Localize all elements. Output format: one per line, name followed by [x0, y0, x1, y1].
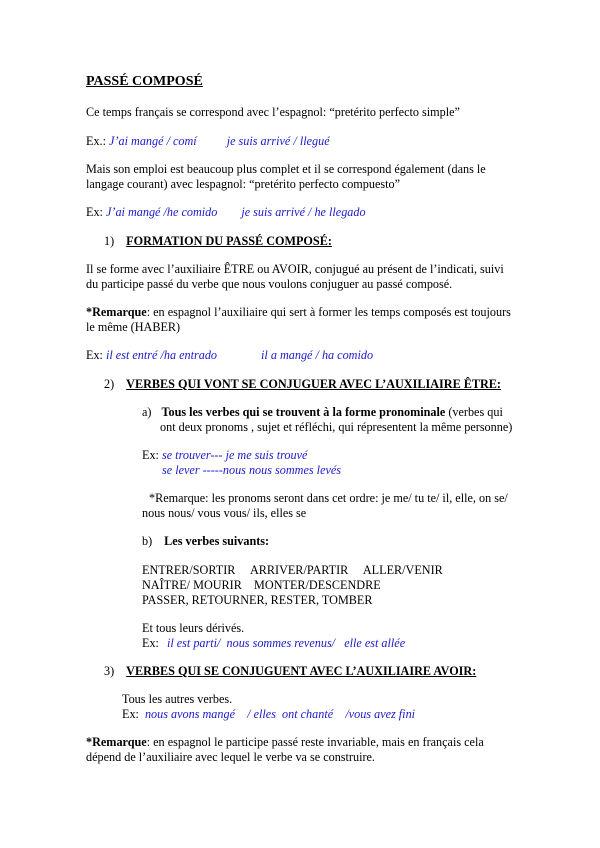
example-3	[86, 348, 373, 363]
example-3-a: il est entré /ha entrado	[105, 348, 218, 362]
section-2b-title: Les verbes suivants:	[164, 534, 270, 548]
remark-1-line-2: le même (HABER)	[86, 320, 181, 334]
section-2a-rest: (verbes qui	[445, 405, 503, 419]
section-3-heading	[104, 664, 476, 679]
remark-3-line-1	[86, 735, 484, 750]
paragraph-2-line-2: langage courant) avec lespagnol: “pretérito perfecto compuesto”	[86, 177, 401, 191]
derives-text: Et tous leurs dérivés.	[142, 621, 245, 635]
example-6	[122, 707, 415, 722]
example-5-text: il est parti/ nous sommes revenus/ elle est allée	[166, 636, 406, 650]
example-label: Ex:	[142, 448, 159, 462]
section-2a-line-2: ont deux pronoms , sujet et réfléchi, qui répresentent la même personne)	[160, 420, 513, 434]
example-4-a: se trouver--- je me suis trouvé	[161, 448, 308, 462]
section-2a-line-1	[142, 405, 503, 420]
verbs-line-1: ENTRER/SORTIR ARRIVER/PARTIR ALLER/VENIR	[142, 563, 443, 577]
section-1-line-2: du participe passé du verbe que nous voulons conjuguer au passé composé.	[86, 277, 453, 291]
example-1-b: je suis arrivé / llegué	[226, 134, 330, 148]
example-label: Ex:	[142, 636, 159, 650]
remark-text: : en espagnol le participe passé reste invariable, mais en français cela	[146, 735, 484, 749]
example-label: Ex.:	[86, 134, 106, 148]
example-label: Ex:	[86, 205, 103, 219]
intro-text: Ce temps français se correspond avec l’espagnol: “pretérito perfecto simple”	[86, 105, 460, 119]
section-number: 1)	[104, 234, 115, 248]
remark-3-line-2: dépend de l’auxiliaire avec lequel le verbe va se construire.	[86, 750, 375, 764]
section-title: VERBES QUI SE CONJUGUENT AVEC L’AUXILIAIRE AVOIR:	[126, 664, 477, 678]
section-number: 3)	[104, 664, 115, 678]
others-text: Tous les autres verbes.	[122, 692, 233, 706]
example-1-a: J’ai mangé / comí	[109, 134, 197, 148]
section-2b-heading	[142, 534, 269, 549]
example-2-a: J’ai mangé /he comido	[105, 205, 218, 219]
remark-text: : en espagnol l’auxiliaire qui sert à former les temps composés est toujours	[146, 305, 511, 319]
example-6-text: nous avons mangé / elles ont chanté /vous avez fini	[144, 707, 416, 721]
remark-label: *Remarque	[86, 735, 147, 749]
page-title: PASSÉ COMPOSÉ	[86, 74, 203, 89]
example-5	[142, 636, 405, 651]
example-4-line-2: se lever -----nous nous sommes levés	[162, 463, 342, 477]
example-3-b: il a mangé / ha comido	[261, 348, 374, 362]
section-1-line-1: Il se forme avec l’auxiliaire ÊTRE ou AVOIR, conjugué au présent de l’indicati, suivi	[86, 262, 504, 276]
remark-2-line-2: nous nous/ vous vous/ ils, elles se	[142, 506, 307, 520]
section-title: FORMATION DU PASSÉ COMPOSÉ:	[126, 234, 332, 248]
section-1-heading	[104, 234, 332, 249]
section-title: VERBES QUI VONT SE CONJUGUER AVEC L’AUXILIAIRE ÊTRE:	[126, 377, 501, 391]
section-2a-bold: Tous les verbes qui se trouvent à la forme pronominale	[161, 405, 446, 419]
paragraph-2-line-1: Mais son emploi est beaucoup plus complet et il se correspond également (dans le	[86, 162, 486, 176]
example-4-line-1	[142, 448, 307, 463]
example-label: Ex:	[86, 348, 103, 362]
example-label: Ex:	[122, 707, 139, 721]
remark-2-line-1: *Remarque: les pronoms seront dans cet ordre: je me/ tu te/ il, elle, on se/	[149, 491, 508, 505]
verbs-line-3: PASSER, RETOURNER, RESTER, TOMBER	[142, 593, 373, 607]
list-marker: a)	[142, 405, 152, 419]
example-2-b: je suis arrivé / he llegado	[241, 205, 366, 219]
verbs-line-2: NAÎTRE/ MOURIR MONTER/DESCENDRE	[142, 578, 381, 592]
list-marker: b)	[142, 534, 153, 548]
example-2	[86, 205, 366, 220]
remark-1-line-1	[86, 305, 511, 320]
remark-label: *Remarque	[86, 305, 147, 319]
section-2-heading	[104, 377, 501, 392]
section-number: 2)	[104, 377, 115, 391]
example-1	[86, 134, 330, 149]
